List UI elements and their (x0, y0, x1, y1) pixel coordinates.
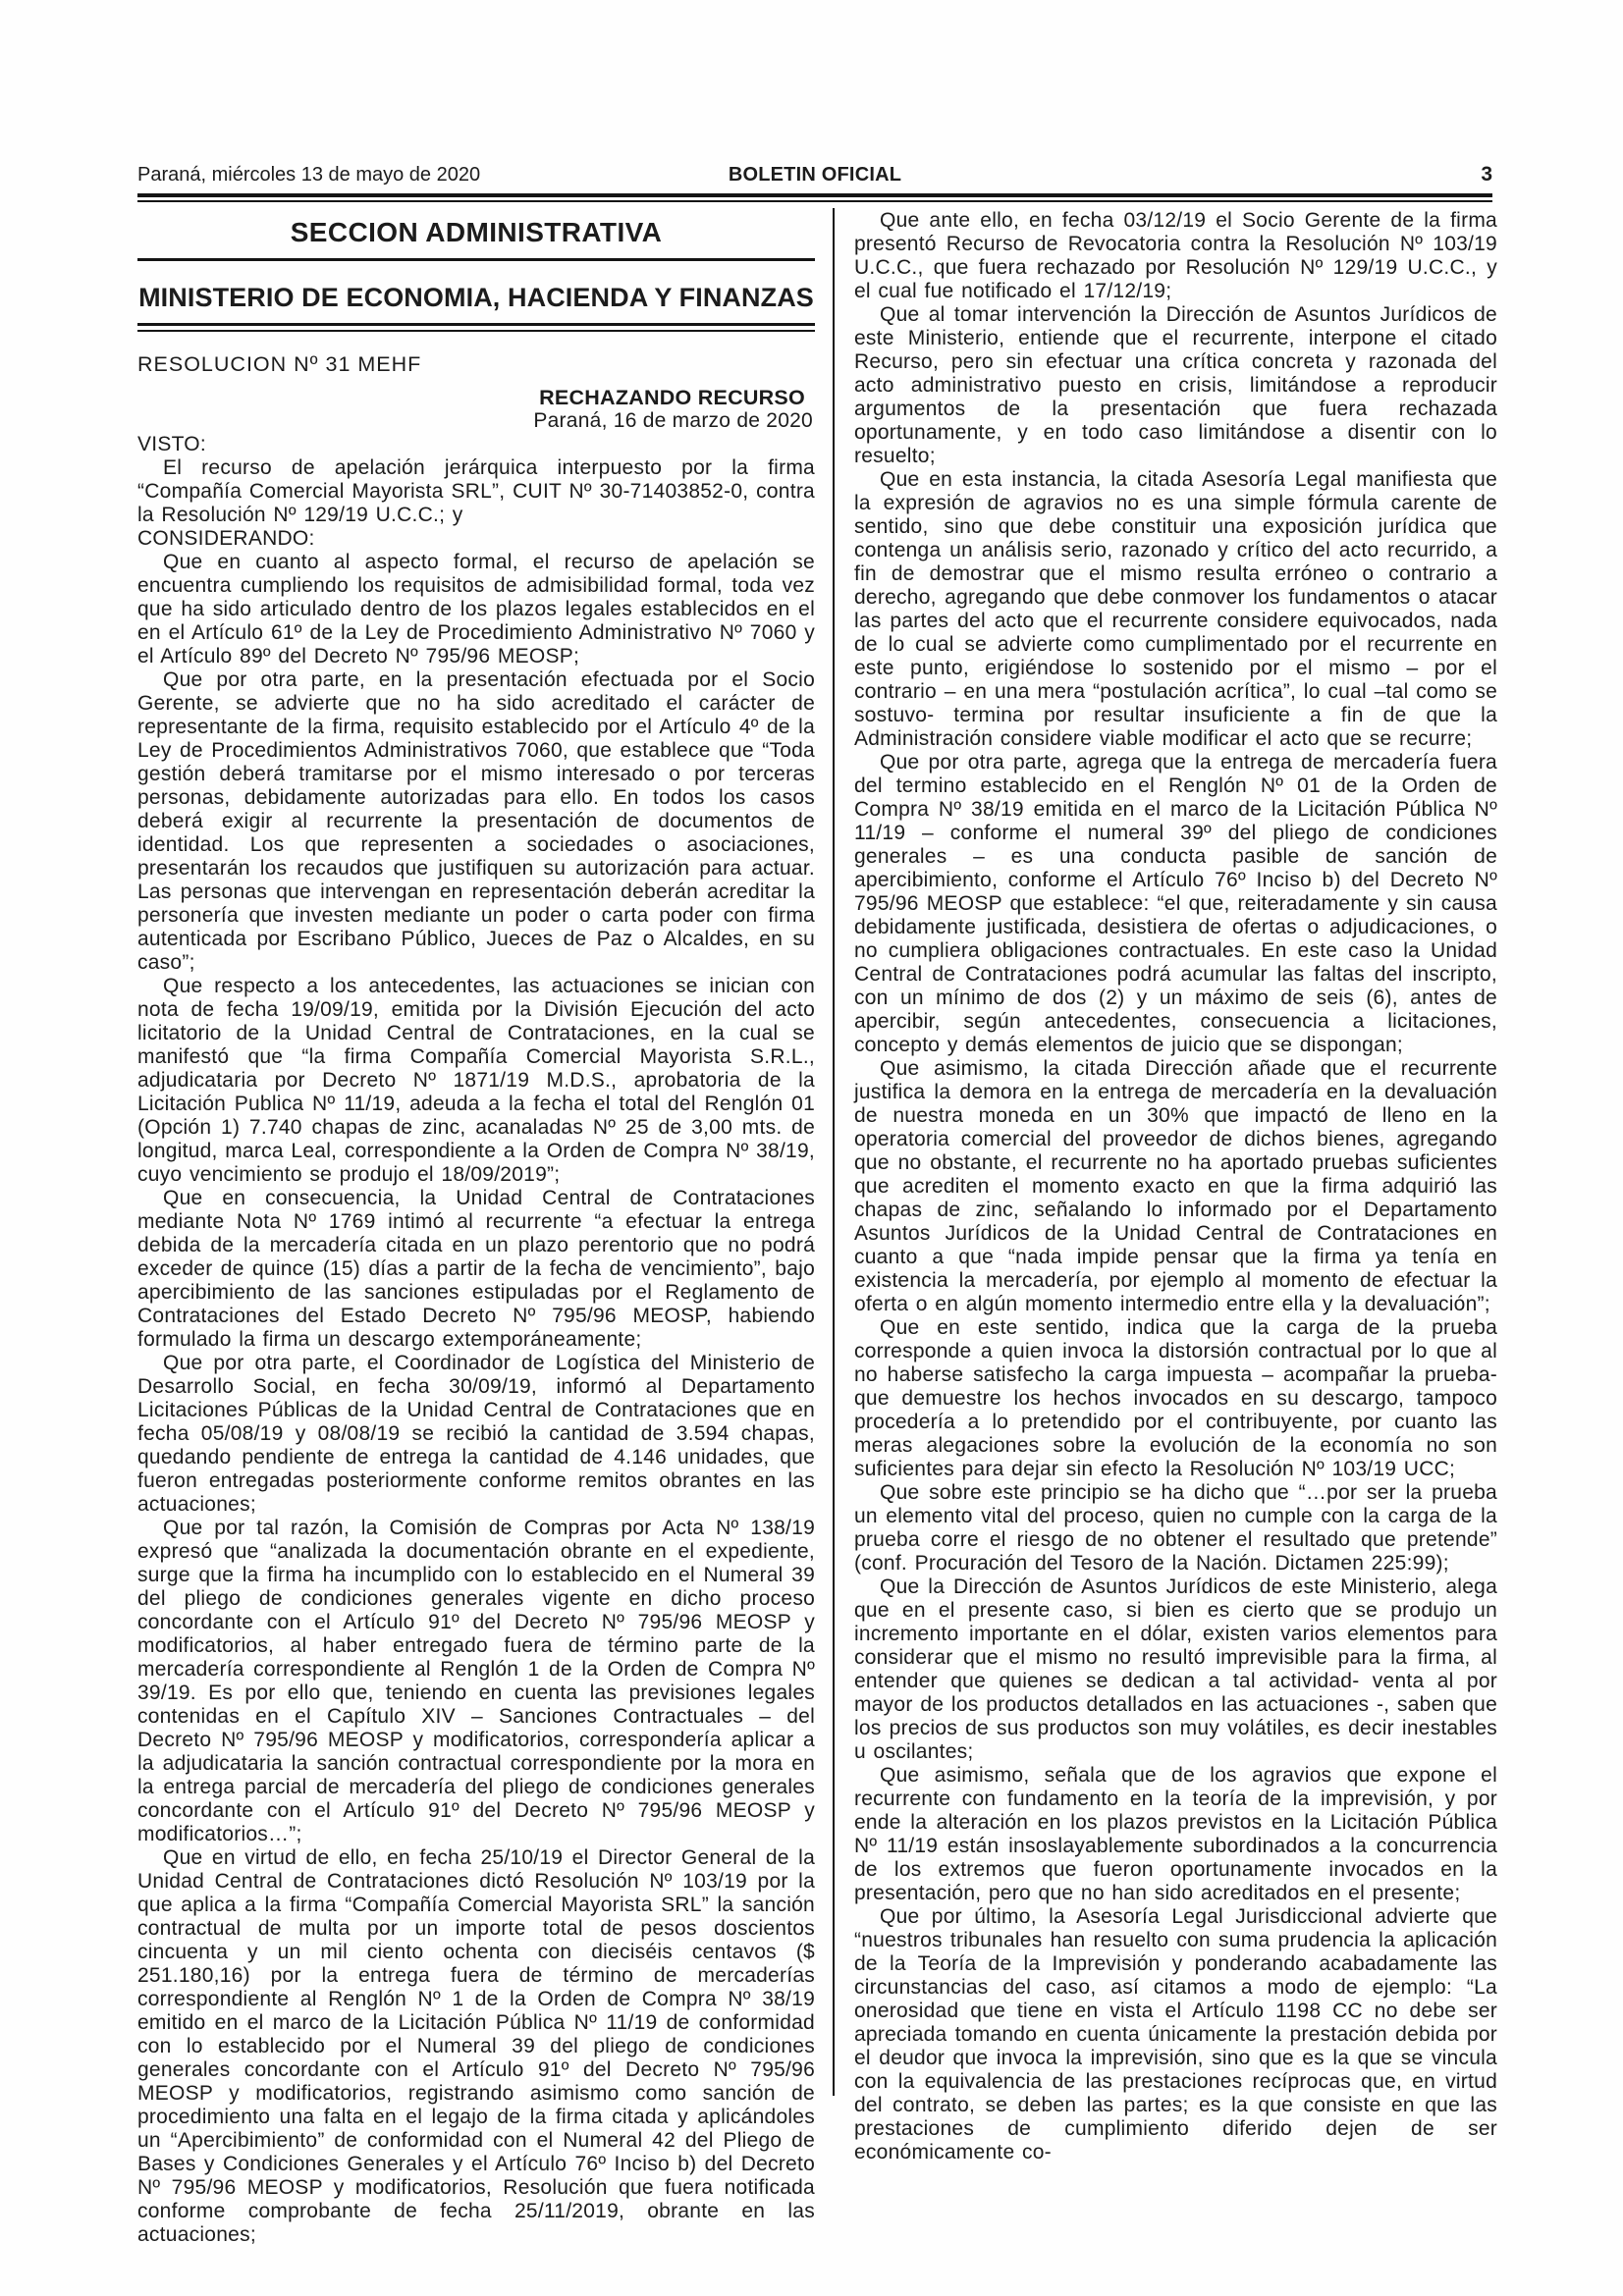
left-column-body (137, 352, 815, 2247)
paragraph: Que en este sentido, indica que la carga de la prueba corresponde a quien invoca la distorsión contractual por lo que al no haberse satisfecho la carga impuesta – acompañar la prueba- que demuestre los hechos invocados en su descargo, tampoco procedería a lo pretendido por el contribuyente, por cuanto las meras alegaciones sobre la evolución de la economía no son suficientes para dejar sin efecto la Resolución Nº 103/19 UCC; (854, 1316, 1497, 1480)
resolution-dateline: Paraná, 16 de marzo de 2020 (533, 408, 813, 432)
masthead-rule (137, 193, 1492, 202)
right-column (854, 208, 1497, 2164)
paragraph: Que por otra parte, agrega que la entrega de mercadería fuera del termino establecido en el Renglón Nº 01 de la Orden de Compra Nº 38/19 emitida en el marco de la Licitación Pública Nº 11/19 – conforme el numeral 39º del pliego de condiciones generales – es una conducta pasible de sanción de apercibimiento, conforme el Artículo 76º Inciso b) del Decreto Nº 795/96 MEOSP que establece: “el que, reiteradamente y sin causa debidamente justificada, desistiera de ofertas o adjudicaciones, o no cumpliera obligaciones contractuales. En este caso la Unidad Central de Contrataciones podrá acumular las faltas del inscripto, con un mínimo de dos (2) y un máximo de seis (6), antes de apercibir, según antecedentes, consecuencia a licitaciones, concepto y demás elementos de juicio que se dispongan; (854, 751, 1497, 1056)
paragraph: Que al tomar intervención la Dirección de Asuntos Jurídicos de este Ministerio, entiende que el recurrente, interpone el citado Recurso, pero sin efectuar una crítica concreta y razonada del acto administrativo puesto en crisis, limitándose a reproducir argumentos de la presentación que fuera rechazada oportunamente, y en todo caso limitándose a disentir con lo resuelto; (854, 303, 1497, 467)
paragraph: Que en consecuencia, la Unidad Central de Contrataciones mediante Nota Nº 1769 intimó al recurrente “a efectuar la entrega debida de la mercadería citada en un plazo perentorio que no podrá exceder de quince (15) días a partir de la fecha de vencimiento”, bajo apercibimiento de las sanciones estipuladas por el Reglamento de Contrataciones del Estado Decreto Nº 795/96 MEOSP, habiendo formulado la firma un descargo extemporáneamente; (137, 1186, 815, 1351)
masthead (137, 163, 1492, 187)
masthead-page-number: 3 (1481, 163, 1492, 186)
column-divider (833, 208, 835, 2096)
left-column (137, 208, 815, 2247)
rule-thin (137, 200, 1492, 202)
ministry-title: MINISTERIO DE ECONOMIA, HACIENDA Y FINANZAS (138, 283, 814, 312)
visto-label: VISTO: (137, 432, 206, 455)
masthead-date: Paraná, miércoles 13 de mayo de 2020 (137, 164, 481, 186)
paragraph: Que por tal razón, la Comisión de Compras por Acta Nº 138/19 expresó que “analizada la documentación obrante en el expediente, surge que la firma ha incumplido con lo establecido en el Numeral 39 del pliego de condiciones generales vigente en dicho proceso concordante con el Artículo 91º del Decreto Nº 795/96 MEOSP y modificatorios, al haber entregado fuera de término parte de la mercadería correspondiente al Renglón 1 de la Orden de Compra Nº 39/19. Es por ello que, teniendo en cuenta las previsiones legales contenidas en el Capítulo XIV – Sanciones Contractuales – del Decreto Nº 795/96 MEOSP y modificatorios, correspondería aplicar a la adjudicataria la sanción contractual correspondiente por la mora en la entrega parcial de mercadería del pliego de condiciones generales concordante con el Artículo 91º del Decreto Nº 795/96 MEOSP y modificatorios…”; (137, 1516, 815, 1845)
right-column-body (854, 209, 1497, 2164)
paragraph: Que respecto a los antecedentes, las actuaciones se inician con nota de fecha 19/09/19, emitida por la División Ejecución del acto licitatorio de la Unidad Central de Contrataciones, en la cual se manifestó que “la firma Compañía Comercial Mayorista S.R.L., adjudicataria por Decreto Nº 1871/19 M.D.S., aprobatoria de la Licitación Publica Nº 11/19, adeuda a la fecha el total del Renglón 01 (Opción 1) 7.740 chapas de zinc, acanaladas Nº 25 de 3,00 mts. de longitud, marca Leal, correspondiente a la Orden de Compra Nº 38/19, cuyo vencimiento se produjo el 18/09/2019”; (137, 974, 815, 1186)
rule-thick (137, 323, 815, 326)
two-column-layout (137, 208, 1507, 2247)
resolution-subject: RECHAZANDO RECURSO (539, 385, 805, 409)
paragraph: Que por otra parte, en la presentación efectuada por el Socio Gerente, se advierte que no ha sido acreditado el carácter de representante de la firma, requisito establecido por el Artículo 4º de la Ley de Procedimientos Administrativos 7060, que establece que “Toda gestión deberá tramitarse por el mismo interesado o por terceras personas, debidamente autorizadas para ello. En todos los casos deberá exigir al recurrente la presentación de documentos de identidad. Los que representen a sociedades o asociaciones, presentarán los recaudos que justifiquen su autorización para actuar. Las personas que intervengan en representación deberán acreditar la personería que investen mediante un poder o carta poder con firma autenticada por Escribano Público, Jueces de Paz o Alcaldes, en su caso”; (137, 667, 815, 974)
section-title-rule (137, 258, 815, 261)
paragraph: Que por último, la Asesoría Legal Jurisdiccional advierte que “nuestros tribunales han resuelto con suma prudencia la aplicación de la Teoría de la Imprevisión y ponderando acabadamente las circunstancias del caso, así citamos a modo de ejemplo: “La onerosidad que tiene en vista el Artículo 1198 CC no debe ser apreciada tomando en cuenta únicamente la prestación debida por el deudor que invoca la imprevisión, sino que es la que se vincula con la equivalencia de las prestaciones recíprocas que, en virtud del contrato, se deben las partes; es la que consiste en que las prestaciones de cumplimiento diferido dejen de ser económicamente co- (854, 1905, 1497, 2163)
paragraph: Que ante ello, en fecha 03/12/19 el Socio Gerente de la firma presentó Recurso de Revocatoria contra la Resolución Nº 103/19 U.C.C., que fuera rechazado por Resolución Nº 129/19 U.C.C., y el cual fue notificado el 17/12/19; (854, 209, 1497, 302)
paragraph: Que en virtud de ello, en fecha 25/10/19 el Director General de la Unidad Central de Contrataciones dictó Resolución Nº 103/19 por la que aplica a la firma “Compañía Comercial Mayorista SRL” la sanción contractual de multa por un importe total de pesos doscientos cincuenta y un mil ciento ochenta con dieciséis centavos ($ 251.180,16) por la entrega fuera de término de mercaderías correspondiente al Renglón Nº 1 de la Orden de Compra Nº 38/19 emitido en el marco de la Licitación Pública Nº 11/19 de conformidad con lo establecido por el Numeral 39 del pliego de condiciones generales concordante con el Artículo 91º del Decreto Nº 795/96 MEOSP y modificatorios, registrando asimismo como sanción de procedimiento una falta en el legajo de la firma citada y aplicándoles un “Apercibimiento” de conformidad con el Numeral 42 del Pliego de Bases y Condiciones Generales y el Artículo 76º Inciso b) del Decreto Nº 795/96 MEOSP y modificatorios, Resolución que fuera notificada conforme comprobante de fecha 25/11/2019, obrante en las actuaciones; (137, 1845, 815, 2246)
paragraph: Que por otra parte, el Coordinador de Logística del Ministerio de Desarrollo Social, en fecha 30/09/19, informó al Departamento Licitaciones Públicas de la Unidad Central de Contrataciones que en fecha 05/08/19 y 08/08/19 se recibió la cantidad de 3.594 chapas, quedando pendiente de entrega la cantidad de 4.146 unidades, que fueron entregadas posteriormente conforme remitos obrantes en las actuaciones; (137, 1351, 815, 1516)
paragraph: Que la Dirección de Asuntos Jurídicos de este Ministerio, alega que en el presente caso, si bien es cierto que se produjo un incremento importante en el dólar, existen varios elementos para considerar que el mismo no resultó imprevisible para la firma, al entender que quienes se dedican a tal actividad- venta al por mayor de los productos detallados en las actuaciones -, saben que los precios de sus productos son muy volátiles, es decir inestables u oscilantes; (854, 1575, 1497, 1763)
paragraph: Que en cuanto al aspecto formal, el recurso de apelación se encuentra cumpliendo los requisitos de admisibilidad formal, toda vez que ha sido articulado dentro de los plazos legales establecidos en el en el Artículo 61º de la Ley de Procedimiento Administrativo Nº 7060 y el Artículo 89º del Decreto Nº 795/96 MEOSP; (137, 550, 815, 667)
masthead-title: BOLETIN OFICIAL (728, 164, 902, 186)
resolution-number: RESOLUCION Nº 31 MEHF (137, 351, 422, 376)
paragraph: El recurso de apelación jerárquica interpuesto por la firma “Compañía Comercial Mayorista SRL”, CUIT Nº 30-71403852-0, contra la Resolución Nº 129/19 U.C.C.; y (137, 455, 815, 526)
paragraph: Que en esta instancia, la citada Asesoría Legal manifiesta que la expresión de agravios no es una simple fórmula carente de sentido, sino que debe constituir una exposición jurídica que contenga un análisis serio, razonado y crítico del acto recurrido, a fin de demostrar que el mismo resulta erróneo o contrario a derecho, agregando que debe conmover los fundamentos o atacar las partes del acto que el recurrente considere equivocados, nada de lo cual se advierte como cumplimentado por el recurrente en este punto, erigiéndose lo sostenido por el mismo – por el contrario – en una mera “postulación acrítica”, lo cual –tal como se sostuvo- termina por resultar insuficiente a fin de que la Administración considere viable modificar el acto que se recurre; (854, 468, 1497, 750)
considerando-label: CONSIDERANDO: (137, 526, 315, 550)
ministry-title-rule (137, 323, 815, 332)
rule-thin (137, 330, 815, 332)
paragraph: Que sobre este principio se ha dicho que “…por ser la prueba un elemento vital del proceso, quien no cumple con la carga de la prueba corre el riesgo de no obtener el resultado que pretende” (conf. Procuración del Tesoro de la Nación. Dictamen 225:99); (854, 1481, 1497, 1575)
section-title: SECCION ADMINISTRATIVA (290, 217, 663, 247)
paragraph: Que asimismo, la citada Dirección añade que el recurrente justifica la demora en la entrega de mercadería en la devaluación de nuestra moneda en un 30% que impactó de lleno en la operatoria comercial del proveedor de dichos bienes, agregando que no obstante, el recurrente no ha aportado pruebas suficientes que acrediten el momento exacto en que la firma adquirió las chapas de zinc, señalando lo informado por el Departamento Asuntos Jurídicos de la Unidad Central de Contrataciones en cuanto a que “nada impide pensar que la firma ya tenía en existencia la mercadería, por ejemplo al momento de efectuar la oferta o en algún momento intermedio entre ella y la devaluación”; (854, 1057, 1497, 1315)
rule-thick (137, 193, 1492, 197)
paragraph: Que asimismo, señala que de los agravios que expone el recurrente con fundamento en la teoría de la imprevisión, y por ende la alteración en los plazos previstos en la Licitación Pública Nº 11/19 están insoslayablemente subordinados a la concurrencia de los extremos que fueron oportunamente invocados en la presentación, pero que no han sido acreditados en el presente; (854, 1764, 1497, 1904)
